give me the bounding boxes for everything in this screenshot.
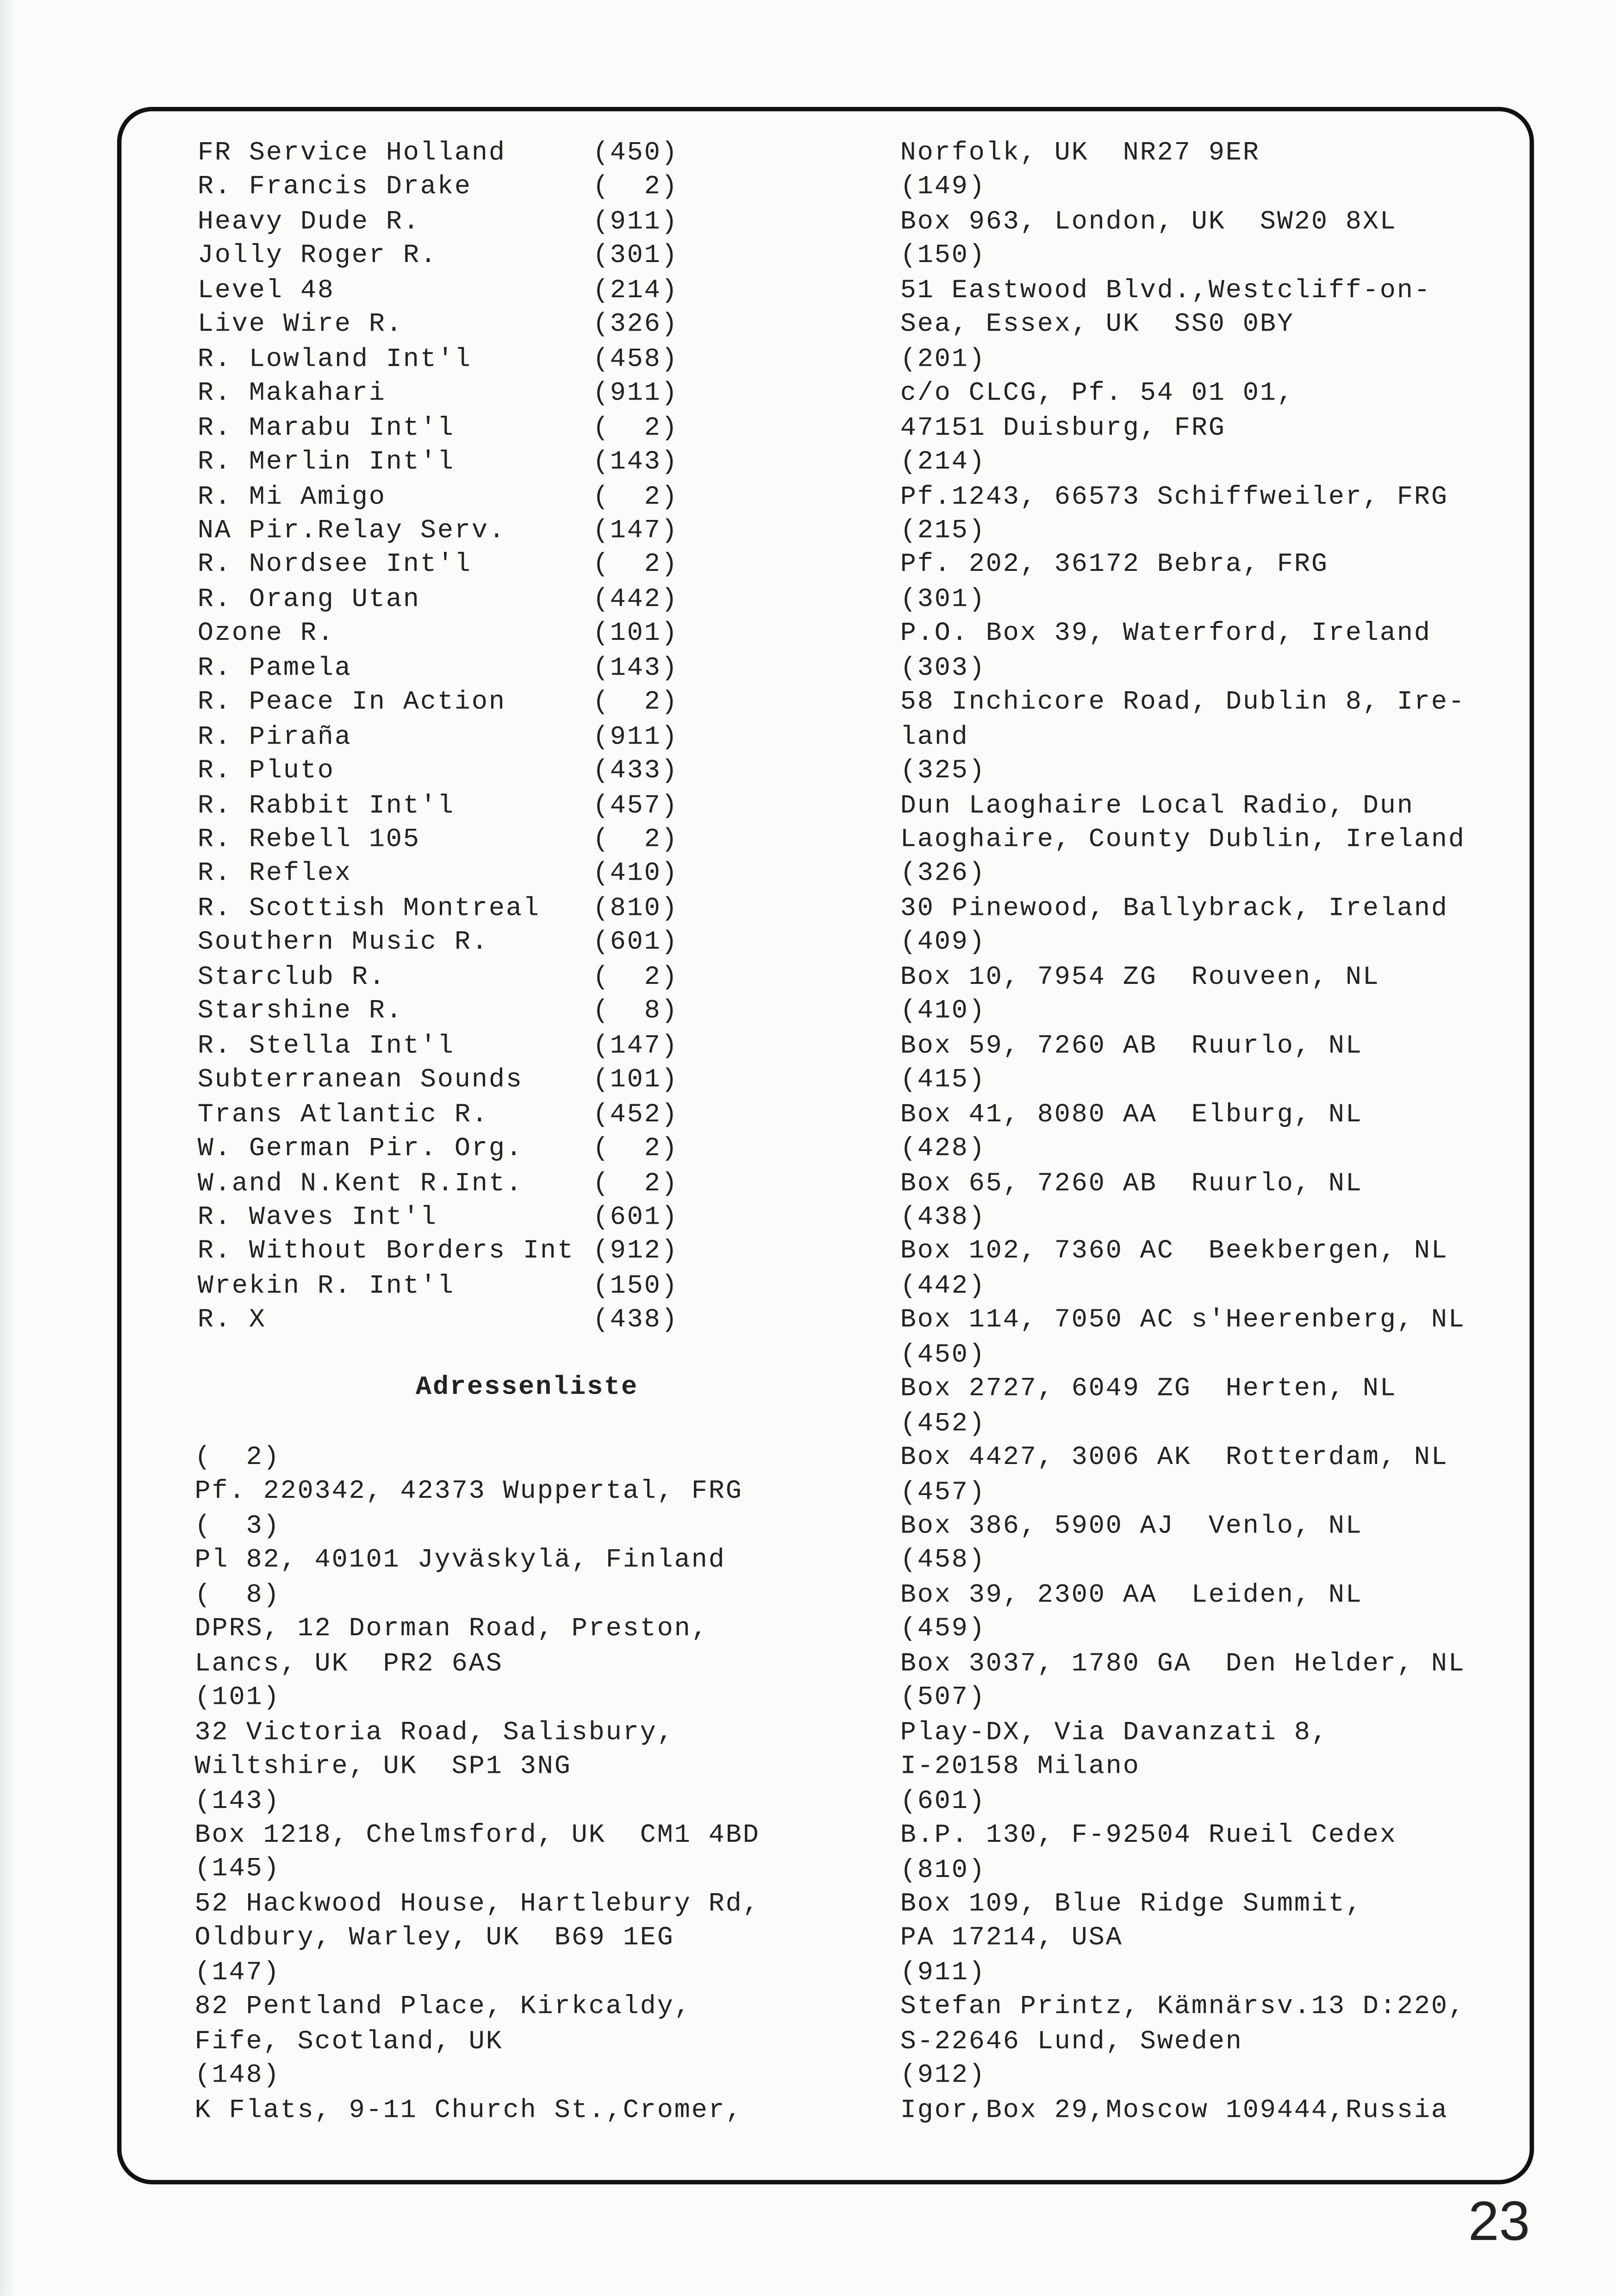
- address-line: Norfolk, UK NR27 9ER: [900, 139, 1260, 169]
- address-line: Stefan Printz, Kämnärsv.13 D:220,: [900, 1993, 1466, 2022]
- address-line: PA 17214, USA: [900, 1924, 1123, 1954]
- station-row: [197, 618, 679, 652]
- station-ref: ( 2): [593, 173, 679, 203]
- station-ref: ( 2): [593, 413, 679, 443]
- address-line: (145): [194, 1855, 281, 1885]
- address-line: 52 Hackwood House, Hartlebury Rd,: [194, 1889, 760, 1920]
- station-row: [197, 1064, 679, 1099]
- station-name: R. Pamela: [197, 654, 352, 683]
- address-line: Oldbury, Warley, UK B69 1EG: [194, 1924, 674, 1954]
- station-row: [197, 1270, 679, 1305]
- address-line: (438): [900, 1203, 986, 1233]
- station-name: Ozone R.: [197, 619, 335, 649]
- address-line: Dun Laoghaire Local Radio, Dun: [900, 791, 1414, 821]
- station-row: [197, 962, 679, 996]
- address-line: Box 10, 7954 ZG Rouveen, NL: [900, 963, 1380, 993]
- station-ref: (150): [593, 1272, 679, 1301]
- address-line: K Flats, 9-11 Church St.,Cromer,: [194, 2096, 743, 2125]
- station-name: Southern Music R.: [197, 928, 489, 958]
- address-line: Pl 82, 40101 Jyväskylä, Finland: [194, 1546, 726, 1576]
- address-line: land: [900, 722, 969, 752]
- station-ref: (911): [593, 722, 679, 752]
- station-ref: (601): [593, 1203, 679, 1233]
- address-line: (458): [900, 1546, 986, 1576]
- station-name: R. Rabbit Int'l: [197, 791, 455, 821]
- station-row: [197, 1202, 679, 1236]
- station-ref: (458): [593, 345, 679, 375]
- station-ref: ( 2): [593, 482, 679, 512]
- station-row: [197, 550, 679, 584]
- station-name: Wrekin R. Int'l: [197, 1272, 455, 1301]
- station-name: R. Piraña: [197, 722, 352, 752]
- station-row: [197, 275, 679, 309]
- station-ref: ( 2): [593, 688, 679, 718]
- address-line: (442): [900, 1272, 986, 1301]
- station-ref: (301): [593, 242, 679, 272]
- station-ref: (214): [593, 276, 679, 306]
- station-name: Subterranean Sounds: [197, 1066, 523, 1095]
- station-ref: ( 2): [593, 826, 679, 855]
- station-name: Live Wire R.: [197, 311, 403, 340]
- station-row: [197, 344, 679, 378]
- station-ref: (147): [593, 517, 679, 546]
- station-row: [197, 515, 679, 550]
- address-line: (148): [194, 2061, 281, 2091]
- address-line: (149): [900, 173, 986, 203]
- station-name: R. Lowland Int'l: [197, 345, 472, 375]
- station-row: [197, 309, 679, 344]
- station-name: W.and N.Kent R.Int.: [197, 1169, 523, 1199]
- station-ref: (457): [593, 791, 679, 821]
- address-line: Box 41, 8080 AA Elburg, NL: [900, 1100, 1363, 1130]
- address-line: 47151 Duisburg, FRG: [900, 413, 1226, 443]
- address-line: (147): [194, 1958, 281, 1988]
- station-ref: (911): [593, 379, 679, 409]
- address-line: (452): [900, 1409, 986, 1439]
- address-line: Box 114, 7050 AC s'Heerenberg, NL: [900, 1306, 1466, 1336]
- station-ref: (912): [593, 1238, 679, 1267]
- station-ref: (143): [593, 448, 679, 477]
- station-row: [197, 138, 679, 172]
- station-row: [197, 893, 679, 927]
- station-row: [197, 1133, 679, 1168]
- address-line: Fife, Scotland, UK: [194, 2027, 503, 2057]
- address-line: Box 2727, 6049 ZG Herten, NL: [900, 1375, 1397, 1405]
- station-name: R. Mi Amigo: [197, 482, 386, 512]
- station-name: R. Without Borders Int: [197, 1238, 574, 1267]
- station-ref: (410): [593, 860, 679, 889]
- address-line: (301): [900, 585, 986, 615]
- address-line: Pf. 202, 36172 Bebra, FRG: [900, 551, 1329, 581]
- address-line: (143): [194, 1787, 281, 1816]
- station-ref: (438): [593, 1306, 679, 1336]
- address-line: Box 102, 7360 AC Beekbergen, NL: [900, 1238, 1448, 1267]
- station-ref: ( 2): [593, 963, 679, 993]
- station-ref: (147): [593, 1032, 679, 1061]
- station-name: R. Peace In Action: [197, 688, 506, 718]
- address-line: (459): [900, 1615, 986, 1645]
- address-line: (214): [900, 448, 986, 477]
- address-line: Box 963, London, UK SW20 8XL: [900, 207, 1397, 237]
- station-ref: (452): [593, 1100, 679, 1130]
- station-name: R. Nordsee Int'l: [197, 551, 472, 581]
- station-name: R. Marabu Int'l: [197, 413, 455, 443]
- address-line: (507): [900, 1684, 986, 1714]
- address-line: Lancs, UK PR2 6AS: [194, 1649, 503, 1679]
- station-row: [197, 378, 679, 412]
- address-line: (810): [900, 1855, 986, 1885]
- address-line: Box 386, 5900 AJ Venlo, NL: [900, 1512, 1363, 1542]
- station-row: [197, 1236, 679, 1270]
- station-row: [197, 756, 679, 790]
- station-ref: (143): [593, 654, 679, 683]
- address-line: (911): [900, 1958, 986, 1988]
- station-name: Trans Atlantic R.: [197, 1100, 489, 1130]
- address-line: Sea, Essex, UK SS0 0BY: [900, 311, 1294, 340]
- station-row: [197, 206, 679, 241]
- address-line: (303): [900, 654, 986, 683]
- station-name: R. Waves Int'l: [197, 1203, 437, 1233]
- station-name: R. Merlin Int'l: [197, 448, 455, 477]
- address-line: (326): [900, 860, 986, 889]
- address-line: (428): [900, 1134, 986, 1164]
- address-line: Pf.1243, 66573 Schiffweiler, FRG: [900, 482, 1448, 512]
- station-row: [197, 1099, 679, 1133]
- station-row: [197, 172, 679, 206]
- address-line: (410): [900, 997, 986, 1027]
- station-name: Starshine R.: [197, 997, 403, 1027]
- station-ref: ( 2): [593, 1169, 679, 1199]
- station-name: Jolly Roger R.: [197, 242, 437, 272]
- address-line: Box 1218, Chelmsford, UK CM1 4BD: [194, 1821, 760, 1851]
- address-line: ( 2): [194, 1443, 281, 1473]
- station-row: [197, 687, 679, 721]
- station-row: [197, 1030, 679, 1064]
- address-line: S-22646 Lund, Sweden: [900, 2027, 1243, 2057]
- station-name: R. Rebell 105: [197, 826, 420, 855]
- station-ref: ( 2): [593, 551, 679, 581]
- station-ref: (442): [593, 585, 679, 615]
- address-line: Box 109, Blue Ridge Summit,: [900, 1890, 1363, 1920]
- station-name: Starclub R.: [197, 963, 386, 993]
- station-ref: (433): [593, 757, 679, 787]
- address-line: Box 59, 7260 AB Ruurlo, NL: [900, 1032, 1363, 1061]
- address-line: Pf. 220342, 42373 Wuppertal, FRG: [194, 1477, 743, 1508]
- address-line: (215): [900, 517, 986, 546]
- station-row: [197, 721, 679, 756]
- station-row: [197, 858, 679, 893]
- address-line: (325): [900, 757, 986, 787]
- address-line: Igor,Box 29,Moscow 109444,Russia: [900, 2096, 1448, 2126]
- address-line: 30 Pinewood, Ballybrack, Ireland: [900, 894, 1448, 924]
- address-line: ( 3): [194, 1512, 281, 1542]
- station-name: FR Service Holland: [197, 139, 506, 169]
- address-line: B.P. 130, F-92504 Rueil Cedex: [900, 1821, 1397, 1851]
- station-row: [197, 824, 679, 858]
- station-row: [197, 996, 679, 1030]
- address-line: DPRS, 12 Dorman Road, Preston,: [194, 1615, 709, 1645]
- address-line: (101): [194, 1683, 281, 1714]
- address-line: P.O. Box 39, Waterford, Ireland: [900, 619, 1431, 649]
- station-name: R. Francis Drake: [197, 173, 472, 203]
- address-line: (601): [900, 1787, 986, 1816]
- station-ref: ( 2): [593, 1134, 679, 1164]
- station-name: R. Reflex: [197, 860, 352, 889]
- station-row: [197, 790, 679, 824]
- station-name: R. Pluto: [197, 757, 335, 787]
- address-line: (201): [900, 345, 986, 375]
- address-line: Wiltshire, UK SP1 3NG: [194, 1752, 572, 1782]
- station-row: [197, 927, 679, 962]
- station-name: R. Orang Utan: [197, 585, 420, 615]
- station-name: W. German Pir. Org.: [197, 1134, 523, 1164]
- address-line: Box 39, 2300 AA Leiden, NL: [900, 1581, 1363, 1610]
- station-ref: ( 8): [593, 997, 679, 1027]
- station-row: [197, 412, 679, 446]
- station-ref: (101): [593, 1066, 679, 1095]
- station-name: Level 48: [197, 276, 335, 306]
- station-row: [197, 1305, 679, 1339]
- station-ref: (101): [593, 619, 679, 649]
- station-ref: (810): [593, 894, 679, 924]
- address-line: Laoghaire, County Dublin, Ireland: [900, 826, 1466, 855]
- scan-edge: [0, 0, 15, 2296]
- address-line: (415): [900, 1066, 986, 1095]
- address-line: (450): [900, 1340, 986, 1370]
- address-line: Play-DX, Via Davanzati 8,: [900, 1718, 1329, 1748]
- address-line: 32 Victoria Road, Salisbury,: [194, 1718, 674, 1748]
- station-name: R. X: [197, 1306, 266, 1336]
- station-ref: (911): [593, 207, 679, 237]
- station-name: R. Makahari: [197, 379, 386, 409]
- address-line: I-20158 Milano: [900, 1752, 1140, 1782]
- station-row: [197, 584, 679, 618]
- station-row: [197, 653, 679, 687]
- address-line: Box 65, 7260 AB Ruurlo, NL: [900, 1169, 1363, 1199]
- address-line: 82 Pentland Place, Kirkcaldy,: [194, 1993, 692, 2022]
- station-row: [197, 481, 679, 515]
- station-row: [197, 1168, 679, 1202]
- station-name: R. Scottish Montreal: [197, 894, 540, 924]
- address-line: c/o CLCG, Pf. 54 01 01,: [900, 379, 1294, 409]
- station-row: [197, 241, 679, 275]
- address-line: Box 3037, 1780 GA Den Helder, NL: [900, 1650, 1466, 1679]
- station-name: R. Stella Int'l: [197, 1032, 455, 1061]
- address-line: (912): [900, 2061, 986, 2091]
- station-name: Heavy Dude R.: [197, 207, 420, 237]
- station-ref: (601): [593, 928, 679, 958]
- address-line: Box 4427, 3006 AK Rotterdam, NL: [900, 1444, 1448, 1473]
- address-list-heading: Adressenliste: [416, 1373, 639, 1403]
- station-ref: (450): [593, 139, 679, 169]
- station-name: NA Pir.Relay Serv.: [197, 517, 506, 546]
- station-row: [197, 447, 679, 481]
- station-ref: (326): [593, 311, 679, 340]
- page-number: 23: [1468, 2191, 1530, 2253]
- address-line: (457): [900, 1478, 986, 1508]
- address-line: (150): [900, 242, 986, 272]
- address-line: (409): [900, 928, 986, 958]
- address-line: ( 8): [194, 1581, 281, 1610]
- address-line: 51 Eastwood Blvd.,Westcliff-on-: [900, 276, 1431, 306]
- address-line: 58 Inchicore Road, Dublin 8, Ire-: [900, 688, 1466, 718]
